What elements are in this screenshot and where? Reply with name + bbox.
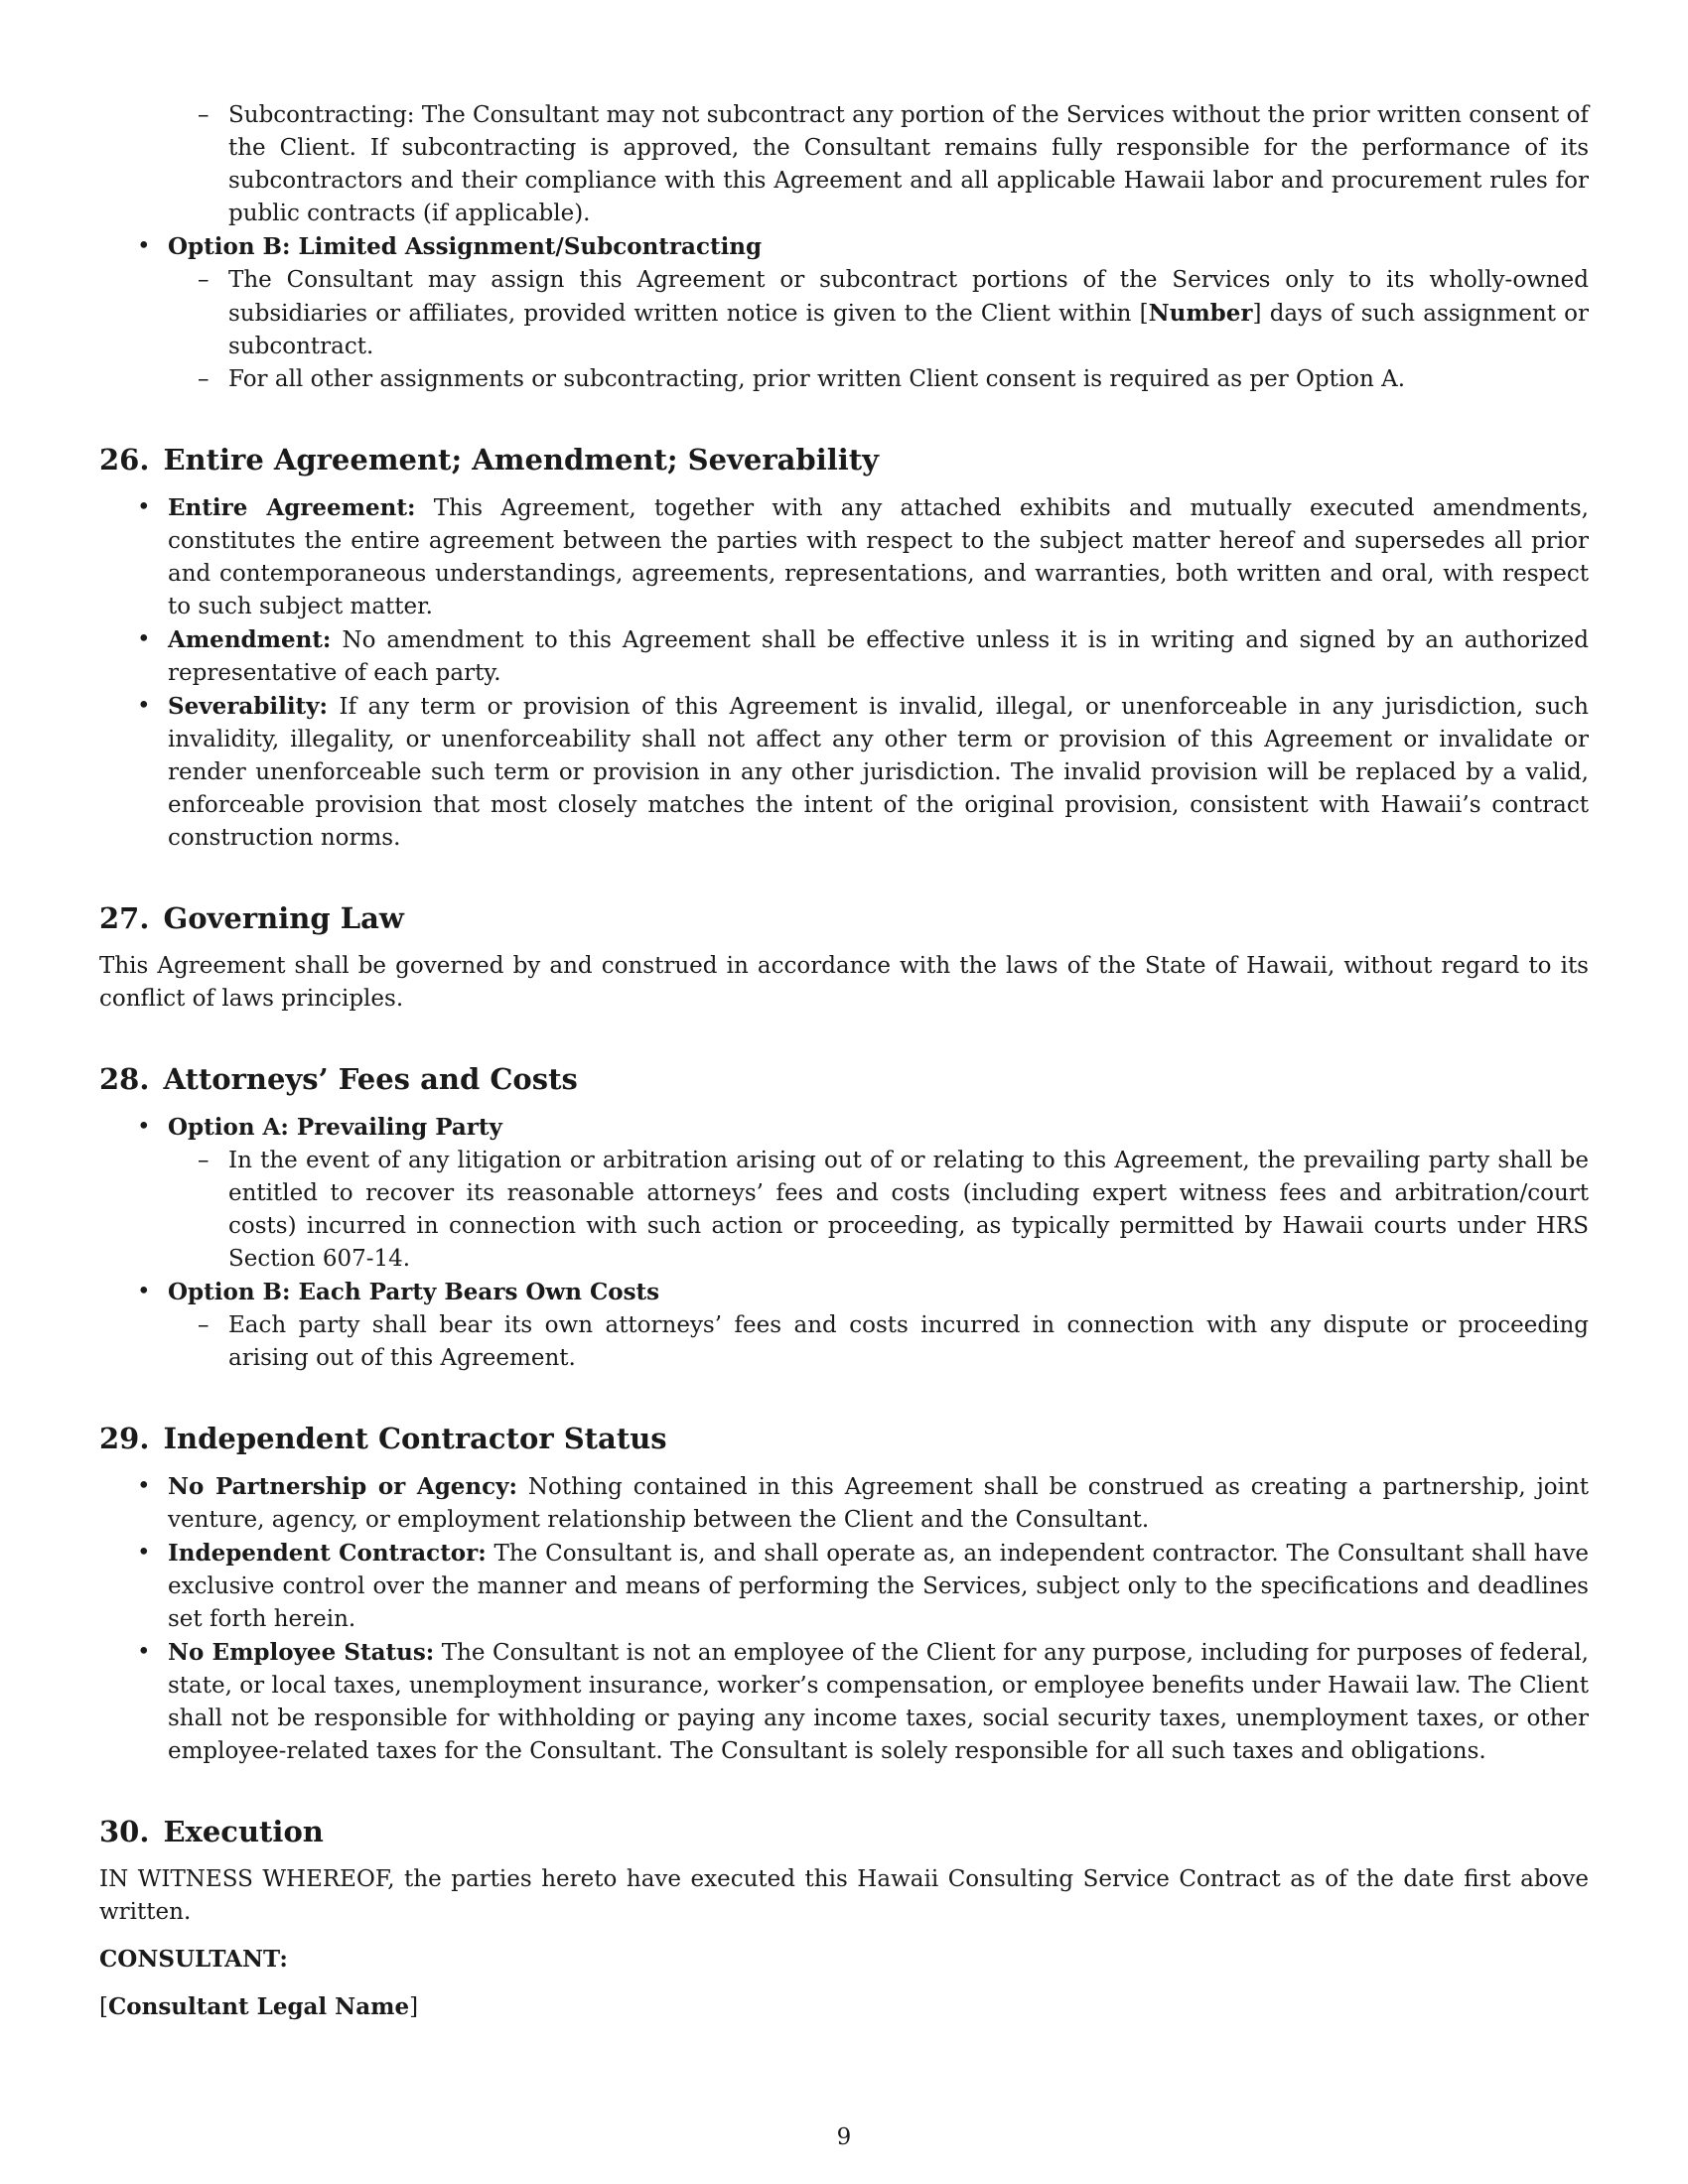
sec30-body: IN WITNESS WHEREOF, the parties hereto have executed this Hawaii Consulting Service Contract as of the date first above written. [99,1866,1589,1925]
section-heading-29: 29. Independent Contractor Status [99,1422,667,1455]
sec28-list [99,1111,1589,1375]
number-placeholder: Number [1148,300,1253,327]
sec29-independent-contractor: • Independent Contractor: The Consultant is, and shall operate as, an independent contractor. The Consultant shall have exclusive control over the manner and means of performing the Services, subject only to the specifications and deadlines set forth herein. [99,1537,1589,1636]
sec25-subcontracting-item: – Subcontracting: The Consultant may not subcontract any portion of the Services without the prior written consent of the Client. If subcontracting is approved, the Consultant remains fully responsible for the performance of its subcontractors and their compliance with this Agreement and all applicable Hawaii labor and procurement rules for public contracts (if applicable). [99,99,1589,230]
sec25-option-b-subitems [168,264,1589,396]
sec29-no-partnership: • No Partnership or Agency: Nothing contained in this Agreement shall be construed as creating a partnership, joint venture, agency, or employment relationship between the Client and the Consultant. [99,1470,1589,1537]
section-heading-27: 27. Governing Law [99,901,404,935]
sec25-option-b [99,230,1589,396]
sec28-option-a: • Option A: Prevailing Party – In the event of any litigation or arbitration arising out of or relating to this Agreement, the prevailing party shall be entitled to recover its reasonable attorneys’ fees and costs (including expert witness fees and arbitration/court costs) incurred in connection with such action or proceeding, as typically permitted by Hawaii courts under HRS Section 607-14. [99,1111,1589,1276]
consultant-legal-name: [Consultant Legal Name] [99,1993,419,2020]
sec28-option-a-subitems [168,1145,1589,1276]
sec28-option-b-item: – Each party shall bear its own attorneys’ fees and costs incurred in connection with any dispute or proceeding arising out of this Agreement. [168,1309,1589,1375]
sec25-option-b-item-1: – The Consultant may assign this Agreement or subcontract portions of the Services only to its wholly-owned subsidiaries or affiliates, provided written notice is given to the Client within [Number] days of such assignment or subcontract. [168,264,1589,363]
sec27-body: This Agreement shall be governed by and construed in accordance with the laws of the State of Hawaii, without regard to its conflict of laws principles. [99,953,1589,1012]
section-heading-30: 30. Execution [99,1815,324,1848]
sec29-no-employee-status: • No Employee Status: The Consultant is not an employee of the Client for any purpose, including for purposes of federal, state, or local taxes, unemployment insurance, worker’s compensation, or employee benefits under Hawaii law. The Client shall not be responsible for withholding or paying any income taxes, social security taxes, unemployment taxes, or other employee-related taxes for the Consultant. The Consultant is solely responsible for all such taxes and obligations. [99,1636,1589,1768]
consultant-label: CONSULTANT: [99,1946,288,1973]
sec28-option-b-subitems [168,1309,1589,1375]
sec26-entire-agreement: • Entire Agreement: This Agreement, together with any attached exhibits and mutually executed amendments, constitutes the entire agreement between the parties with respect to the subject matter hereof and supersedes all prior and contemporaneous understandings, agreements, representations, and warranties, both written and oral, with respect to such subject matter. [99,491,1589,623]
sec26-amendment: • Amendment: No amendment to this Agreement shall be effective unless it is in writing and signed by an authorized representative of each party. [99,623,1589,690]
sec26-list [99,491,1589,855]
page-content [99,99,1589,2024]
sec25-option-b-title: Option B: Limited Assignment/Subcontracting [168,233,763,260]
sec28-option-a-item: – In the event of any litigation or arbitration arising out of or relating to this Agreement, the prevailing party shall be entitled to recover its reasonable attorneys’ fees and costs (including expert witness fees and arbitration/court costs) incurred in connection with such action or proceeding, as typically permitted by Hawaii courts under HRS Section 607-14. [168,1145,1589,1276]
sec25-option-a-subitems [99,99,1589,230]
sec26-severability: • Severability: If any term or provision of this Agreement is invalid, illegal, or unenforceable in any jurisdiction, such invalidity, illegality, or unenforceability shall not affect any other term or provision of this Agreement or invalidate or render unenforceable such term or provision in any other jurisdiction. The invalid provision will be replaced by a valid, enforceable provision that most closely matches the intent of the original provision, consistent with Hawaii’s contract construction norms. [99,690,1589,855]
sec25-options-list [99,230,1589,396]
page-number: 9 [836,2124,852,2150]
sec28-option-b: • Option B: Each Party Bears Own Costs – Each party shall bear its own attorneys’ fees and costs incurred in connection with any dispute or proceeding arising out of this Agreement. [99,1276,1589,1375]
section-heading-28: 28. Attorneys’ Fees and Costs [99,1062,578,1096]
sec29-list [99,1470,1589,1768]
sec25-option-b-item-2: – For all other assignments or subcontracting, prior written Client consent is required as per Option A. [168,363,1589,396]
section-heading-26: 26. Entire Agreement; Amendment; Severability [99,443,880,477]
